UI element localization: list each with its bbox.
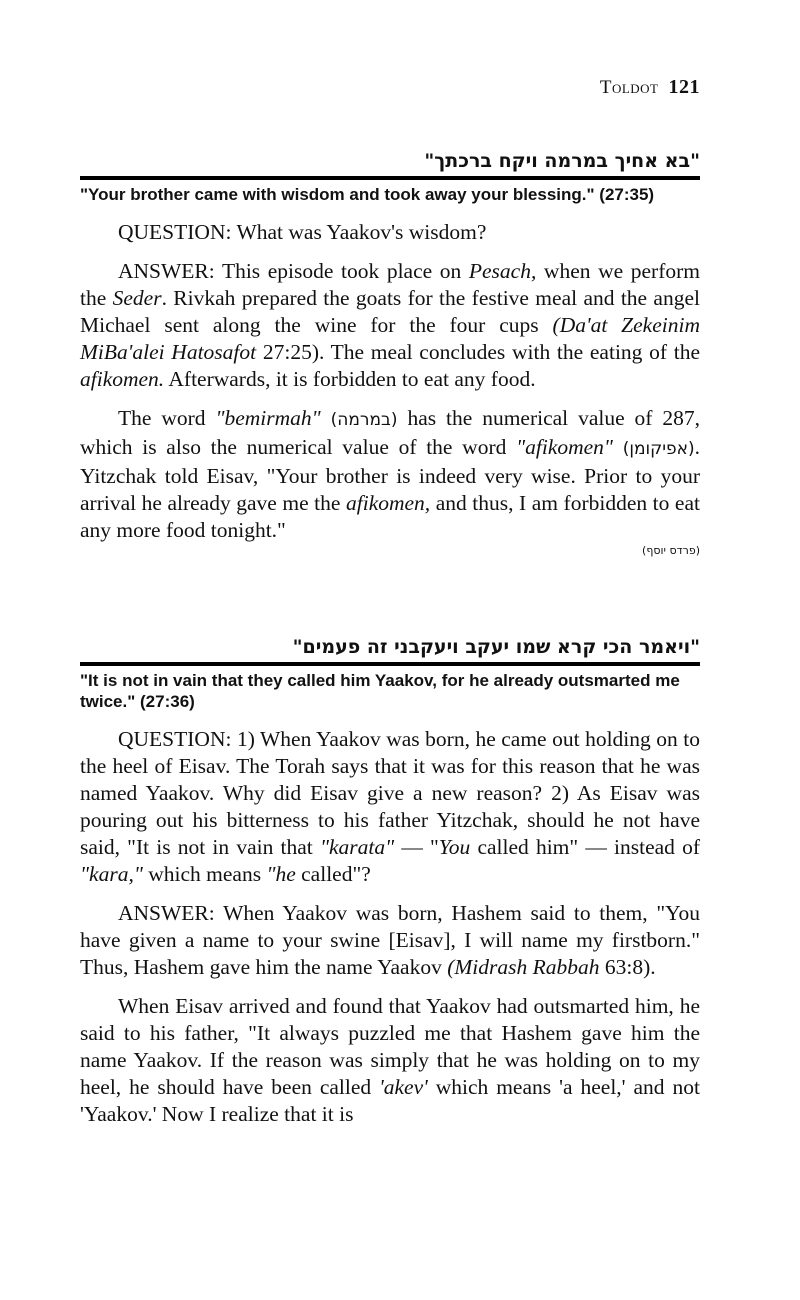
continuation-paragraph: When Eisav arrived and found that Yaakov had outsmarted him, he said to his father, "It always puzzled me that Hashem gave him the name Yaakov. If the reason was simply that he was holding on to my heel, he should have been called 'akev' which means 'a heel,' and not 'Yaakov.' Now I realize that it is xyxy=(80,994,700,1126)
hebrew-verse-heading: "ויאמר הכי קרא שמו יעקב ויעקבני זה פעמים" xyxy=(292,636,700,658)
running-head-title: Toldot xyxy=(599,77,659,98)
english-verse-heading: "It is not in vain that they called him Yaakov, for he already outsmarted me twice." (27:36) xyxy=(80,671,680,711)
page-number: 121 xyxy=(668,76,700,98)
english-verse-heading: "Your brother came with wisdom and took away your blessing." (27:35) xyxy=(80,185,655,204)
hebrew-word: (במרמה) xyxy=(330,410,398,430)
answer-paragraph: ANSWER: This episode took place on Pesach, when we perform the Seder. Rivkah prepared the goats for the festive meal and the angel Michael sent along the wine for the four cups (Da'at Zekeinim MiBa'alei Hatosafot 27:25). The meal concludes with the eating of the afikomen. Afterwards, it is forbidden to eat any food. xyxy=(80,259,701,391)
question-paragraph: QUESTION: 1) When Yaakov was born, he came out holding on to the heel of Eisav. The Torah says that it was for this reason that he was named Yaakov. Why did Eisav give a new reason? 2) As Eisav was pouring out his bitterness to his father Yitzchak, should he not have said, "It is not in vain that "karata" — "You called him" — instead of "kara," which means "he called"? xyxy=(80,727,700,886)
heading-rule xyxy=(80,662,700,666)
hebrew-verse-heading: "בא אחיך במרמה ויקח ברכתך" xyxy=(424,150,700,172)
hebrew-word: (אפיקומן) xyxy=(622,439,695,459)
heading-rule xyxy=(80,176,700,180)
source-citation: (פרדס יוסף) xyxy=(642,544,700,557)
gematria-paragraph: The word "bemirmah" (במרמה) has the numerical value of 287, which is also the numerical value of the word "afikomen" (אפיקומן). Yitzchak told Eisav, "Your brother is indeed very wise. Prior to your arrival he already gave me the afikomen, and thus, I am forbidden to eat any more food tonight." xyxy=(80,406,700,542)
section-27-36 xyxy=(80,636,700,1128)
answer-paragraph: ANSWER: When Yaakov was born, Hashem said to them, "You have given a name to your swine [Eisav], I will name my firstborn." Thus, Hashem gave him the name Yaakov (Midrash Rabbah 63:8). xyxy=(80,901,700,979)
section-27-35 xyxy=(80,150,700,557)
question-paragraph: QUESTION: What was Yaakov's wisdom? xyxy=(118,220,487,244)
running-head xyxy=(600,76,700,99)
